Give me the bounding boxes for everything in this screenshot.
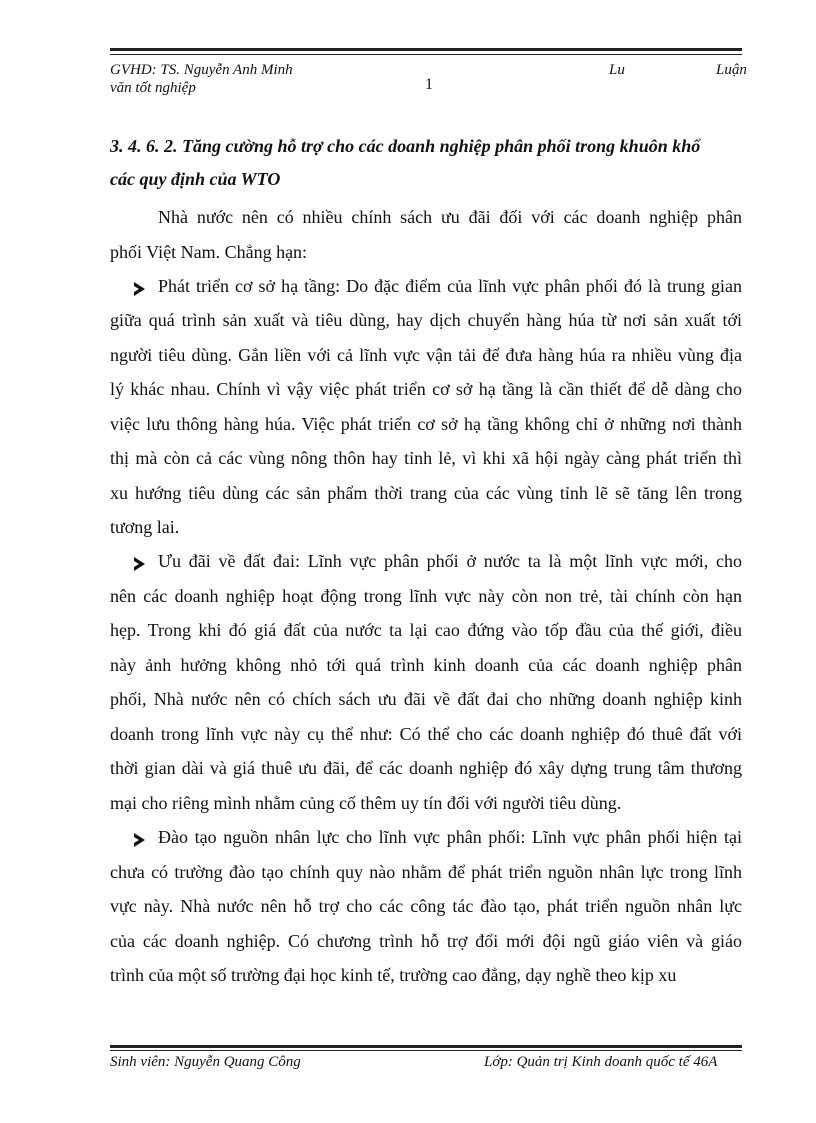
section-heading-line-1: 3. 4. 6. 2. Tăng cường hỗ trợ cho các doanh nghiệp phân phối trong khuôn khổ [110, 136, 701, 156]
bullet1-line-5: việc lưu thông hàng húa. Việc phát triển cơ sở hạ tầng không chỉ ở những nơi thành [110, 414, 742, 434]
bullet2-line-7: thời gian dài và giá thuê ưu đãi, để các doanh nghiệp đó xây dựng trung tâm thương [110, 758, 742, 778]
bullet3-line-4: của các doanh nghiệp. Có chương trình hỗ trợ đổi mới đội ngũ giáo viên và giáo [110, 931, 742, 951]
header-advisor: GVHD: TS. Nguyễn Anh Minh [110, 62, 293, 78]
bullet3-line-1: Đào tạo nguồn nhân lực cho lĩnh vực phân phối: Lĩnh vực phân phối hiện tại [158, 827, 742, 847]
header-rule-thick [110, 48, 742, 51]
footer-class: Lớp: Quản trị Kinh doanh quốc tế 46A [484, 1054, 718, 1070]
bullet2-line-8: mại cho riêng mình nhằm củng cố thêm uy tín đối với người tiêu dùng. [110, 793, 622, 813]
bullet3-line-3: vực này. Nhà nước nên hỗ trợ cho các công tác đào tạo, phát triển nguồn nhân lực [110, 896, 742, 916]
header-right-luan: Luận [716, 62, 747, 78]
header-right-lu: Lu [609, 62, 625, 78]
header-rule-thin [110, 54, 742, 55]
header-advisor-continuation: văn tốt nghiệp [110, 80, 196, 96]
footer-rule-thick [110, 1045, 742, 1048]
section-heading-line-2: các quy định của WTO [110, 169, 281, 189]
bullet1-line-6: thị mà còn cả các vùng nông thôn hay tỉnh lẻ, vì khi xã hội ngày càng phát triển thì [110, 448, 742, 468]
intro-line-2: phối Việt Nam. Chẳng hạn: [110, 242, 308, 262]
bullet1-line-8: tương lai. [110, 517, 180, 537]
bullet3-line-5: trình của một số trường đại học kinh tế, trường cao đẳng, dạy nghề theo kịp xu [110, 965, 677, 985]
bullet1-line-7: xu hướng tiêu dùng các sản phẩm thời trang của các vùng tỉnh lẽ sẽ tăng lên trong [110, 483, 742, 503]
bullet1-line-2: giữa quá trình sản xuất và tiêu dùng, hay dịch chuyển hàng húa từ nơi sản xuất tới [110, 310, 742, 330]
bullet2-line-3: hẹp. Trong khi đó giá đất của nước ta lại cao đứng vào tốp đầu của thế giới, điều [110, 620, 742, 640]
bullet1-line-1: Phát triển cơ sở hạ tầng: Do đặc điểm của lĩnh vực phân phối đó là trung gian [158, 276, 742, 296]
bullet1-line-3: người tiêu dùng. Gắn liền với cả lĩnh vực vận tải để đưa hàng húa ra nhiều vùng địa [110, 345, 742, 365]
intro-line-1: Nhà nước nên có nhiều chính sách ưu đãi đối với các doanh nghiệp phân [158, 207, 742, 227]
footer-student: Sinh viên: Nguyễn Quang Công [110, 1054, 301, 1070]
page-number: 1 [425, 76, 433, 93]
bullet2-line-1: Ưu đãi về đất đai: Lĩnh vực phân phối ở nước ta là một lĩnh vực mới, cho [158, 551, 742, 571]
bullet2-line-5: phối, Nhà nước nên có chích sách ưu đãi về đất đai cho những doanh nghiệp kinh [110, 689, 742, 709]
bullet1-line-4: lý khác nhau. Chính vì vậy việc phát triển cơ sở hạ tầng là cần thiết để dễ dàng cho [110, 379, 742, 399]
bullet3-line-2: chưa có trường đào tạo chính quy nào nhằm để phát triển nguồn nhân lực trong lĩnh [110, 862, 742, 882]
arrowhead-bullet-icon [134, 831, 145, 850]
footer-rule-thin [110, 1050, 742, 1051]
arrowhead-bullet-icon [134, 280, 145, 299]
bullet2-line-6: doanh trong lĩnh vực này cụ thể như: Có thể cho các doanh nghiệp đó thuê đất với [110, 724, 742, 744]
arrowhead-bullet-icon [134, 555, 145, 574]
bullet2-line-4: này ảnh hưởng không nhỏ tới quá trình kinh doanh của các doanh nghiệp phân [110, 655, 742, 675]
bullet2-line-2: nên các doanh nghiệp hoạt động trong lĩnh vực này còn non trẻ, tài chính còn hạn [110, 586, 742, 606]
